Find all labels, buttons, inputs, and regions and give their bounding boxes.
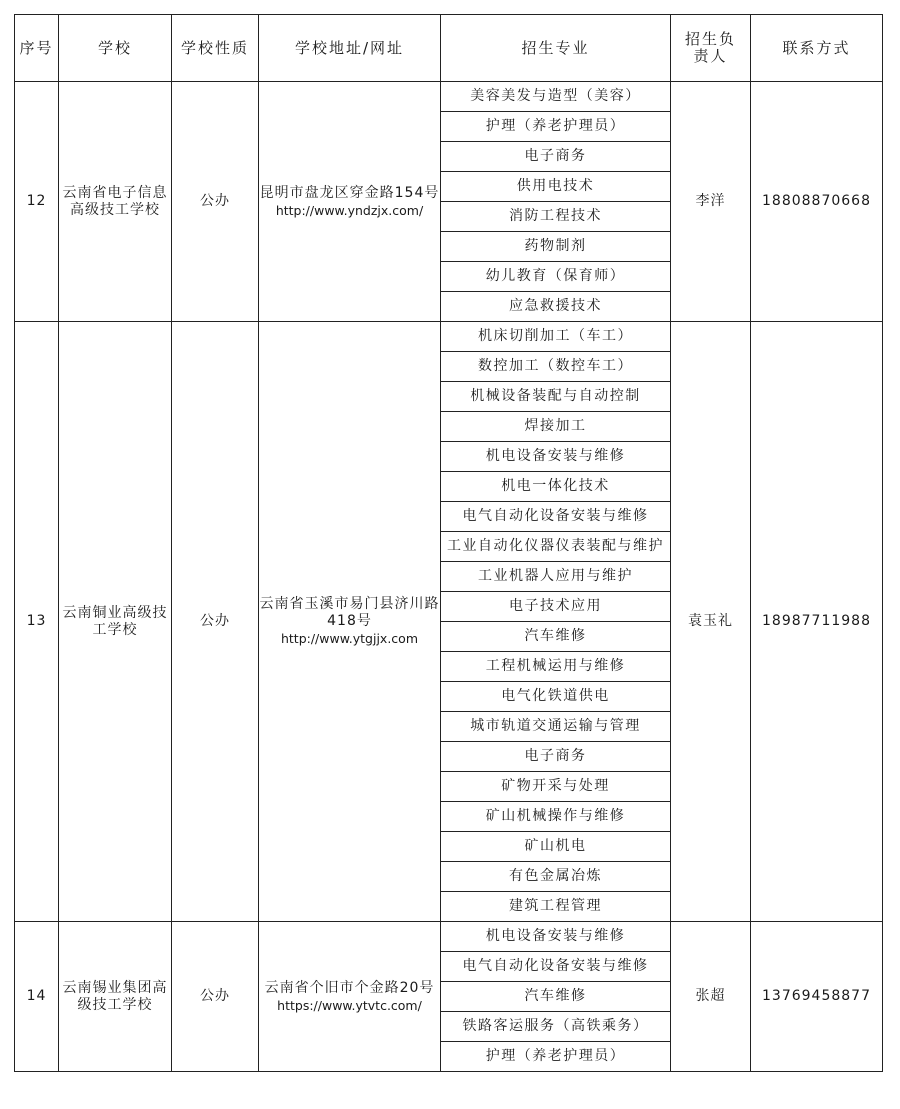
school-name-cell: 云南省电子信息高级技工学校 xyxy=(59,82,172,322)
school-nature-cell: 公办 xyxy=(172,82,259,322)
header-school: 学校 xyxy=(59,15,172,82)
major-cell: 城市轨道交通运输与管理 xyxy=(441,712,671,742)
major-cell: 矿山机电 xyxy=(441,832,671,862)
school-address-cell xyxy=(259,82,441,322)
school-website-link[interactable]: http://www.ytgjjx.com xyxy=(280,631,419,646)
phone-cell: 13769458877 xyxy=(751,922,883,1072)
school-name-cell: 云南铜业高级技工学校 xyxy=(59,322,172,922)
major-cell: 焊接加工 xyxy=(441,412,671,442)
contact-person-cell: 李洋 xyxy=(671,82,751,322)
header-row xyxy=(15,15,883,82)
major-cell: 矿山机械操作与维修 xyxy=(441,802,671,832)
school-address-cell xyxy=(259,922,441,1072)
header-majors: 招生专业 xyxy=(441,15,671,82)
major-cell: 汽车维修 xyxy=(441,622,671,652)
school-address-cell xyxy=(259,322,441,922)
major-cell: 应急救援技术 xyxy=(441,292,671,322)
table-body xyxy=(15,82,883,1072)
major-cell: 工业自动化仪器仪表装配与维护 xyxy=(441,532,671,562)
address-text: 昆明市盘龙区穿金路154号 xyxy=(259,184,440,201)
seq-cell: 14 xyxy=(15,922,59,1072)
major-cell: 矿物开采与处理 xyxy=(441,772,671,802)
major-cell: 有色金属冶炼 xyxy=(441,862,671,892)
major-cell: 汽车维修 xyxy=(441,982,671,1012)
school-website-link[interactable]: https://www.ytvtc.com/ xyxy=(277,997,422,1013)
major-cell: 消防工程技术 xyxy=(441,202,671,232)
seq-cell: 12 xyxy=(15,82,59,322)
seq-cell: 13 xyxy=(15,322,59,922)
table-row xyxy=(15,922,883,952)
major-cell: 机电设备安装与维修 xyxy=(441,442,671,472)
school-nature-cell: 公办 xyxy=(172,922,259,1072)
major-cell: 电气自动化设备安装与维修 xyxy=(441,952,671,982)
header-seq: 序号 xyxy=(15,15,59,82)
school-website-link[interactable]: http://www.yndzjx.com/ xyxy=(275,202,424,218)
header-phone: 联系方式 xyxy=(751,15,883,82)
header-address: 学校地址/网址 xyxy=(259,15,441,82)
major-cell: 工业机器人应用与维护 xyxy=(441,562,671,592)
contact-person-cell: 袁玉礼 xyxy=(671,322,751,922)
school-name-cell: 云南锡业集团高级技工学校 xyxy=(59,922,172,1072)
major-cell: 建筑工程管理 xyxy=(441,892,671,922)
major-cell: 药物制剂 xyxy=(441,232,671,262)
major-cell: 护理（养老护理员） xyxy=(441,1042,671,1072)
major-cell: 机床切削加工（车工） xyxy=(441,322,671,352)
phone-cell: 18808870668 xyxy=(751,82,883,322)
address-text: 云南省个旧市个金路20号 xyxy=(264,979,435,996)
table-row xyxy=(15,82,883,112)
header-contact-person: 招生负责人 xyxy=(671,15,751,82)
major-cell: 电气化铁道供电 xyxy=(441,682,671,712)
header-nature: 学校性质 xyxy=(172,15,259,82)
major-cell: 工程机械运用与维修 xyxy=(441,652,671,682)
major-cell: 数控加工（数控车工） xyxy=(441,352,671,382)
school-enrollment-table xyxy=(14,14,883,1072)
major-cell: 电子技术应用 xyxy=(441,592,671,622)
address-text: 云南省玉溪市易门县济川路418号 xyxy=(259,596,440,629)
table-row xyxy=(15,322,883,352)
major-cell: 电子商务 xyxy=(441,142,671,172)
major-cell: 电子商务 xyxy=(441,742,671,772)
major-cell: 电气自动化设备安装与维修 xyxy=(441,502,671,532)
major-cell: 美容美发与造型（美容） xyxy=(441,82,671,112)
major-cell: 供用电技术 xyxy=(441,172,671,202)
school-nature-cell: 公办 xyxy=(172,322,259,922)
major-cell: 机电一体化技术 xyxy=(441,472,671,502)
major-cell: 机电设备安装与维修 xyxy=(441,922,671,952)
major-cell: 铁路客运服务（高铁乘务） xyxy=(441,1012,671,1042)
contact-person-cell: 张超 xyxy=(671,922,751,1072)
major-cell: 护理（养老护理员） xyxy=(441,112,671,142)
major-cell: 幼儿教育（保育师） xyxy=(441,262,671,292)
phone-cell: 18987711988 xyxy=(751,322,883,922)
major-cell: 机械设备装配与自动控制 xyxy=(441,382,671,412)
